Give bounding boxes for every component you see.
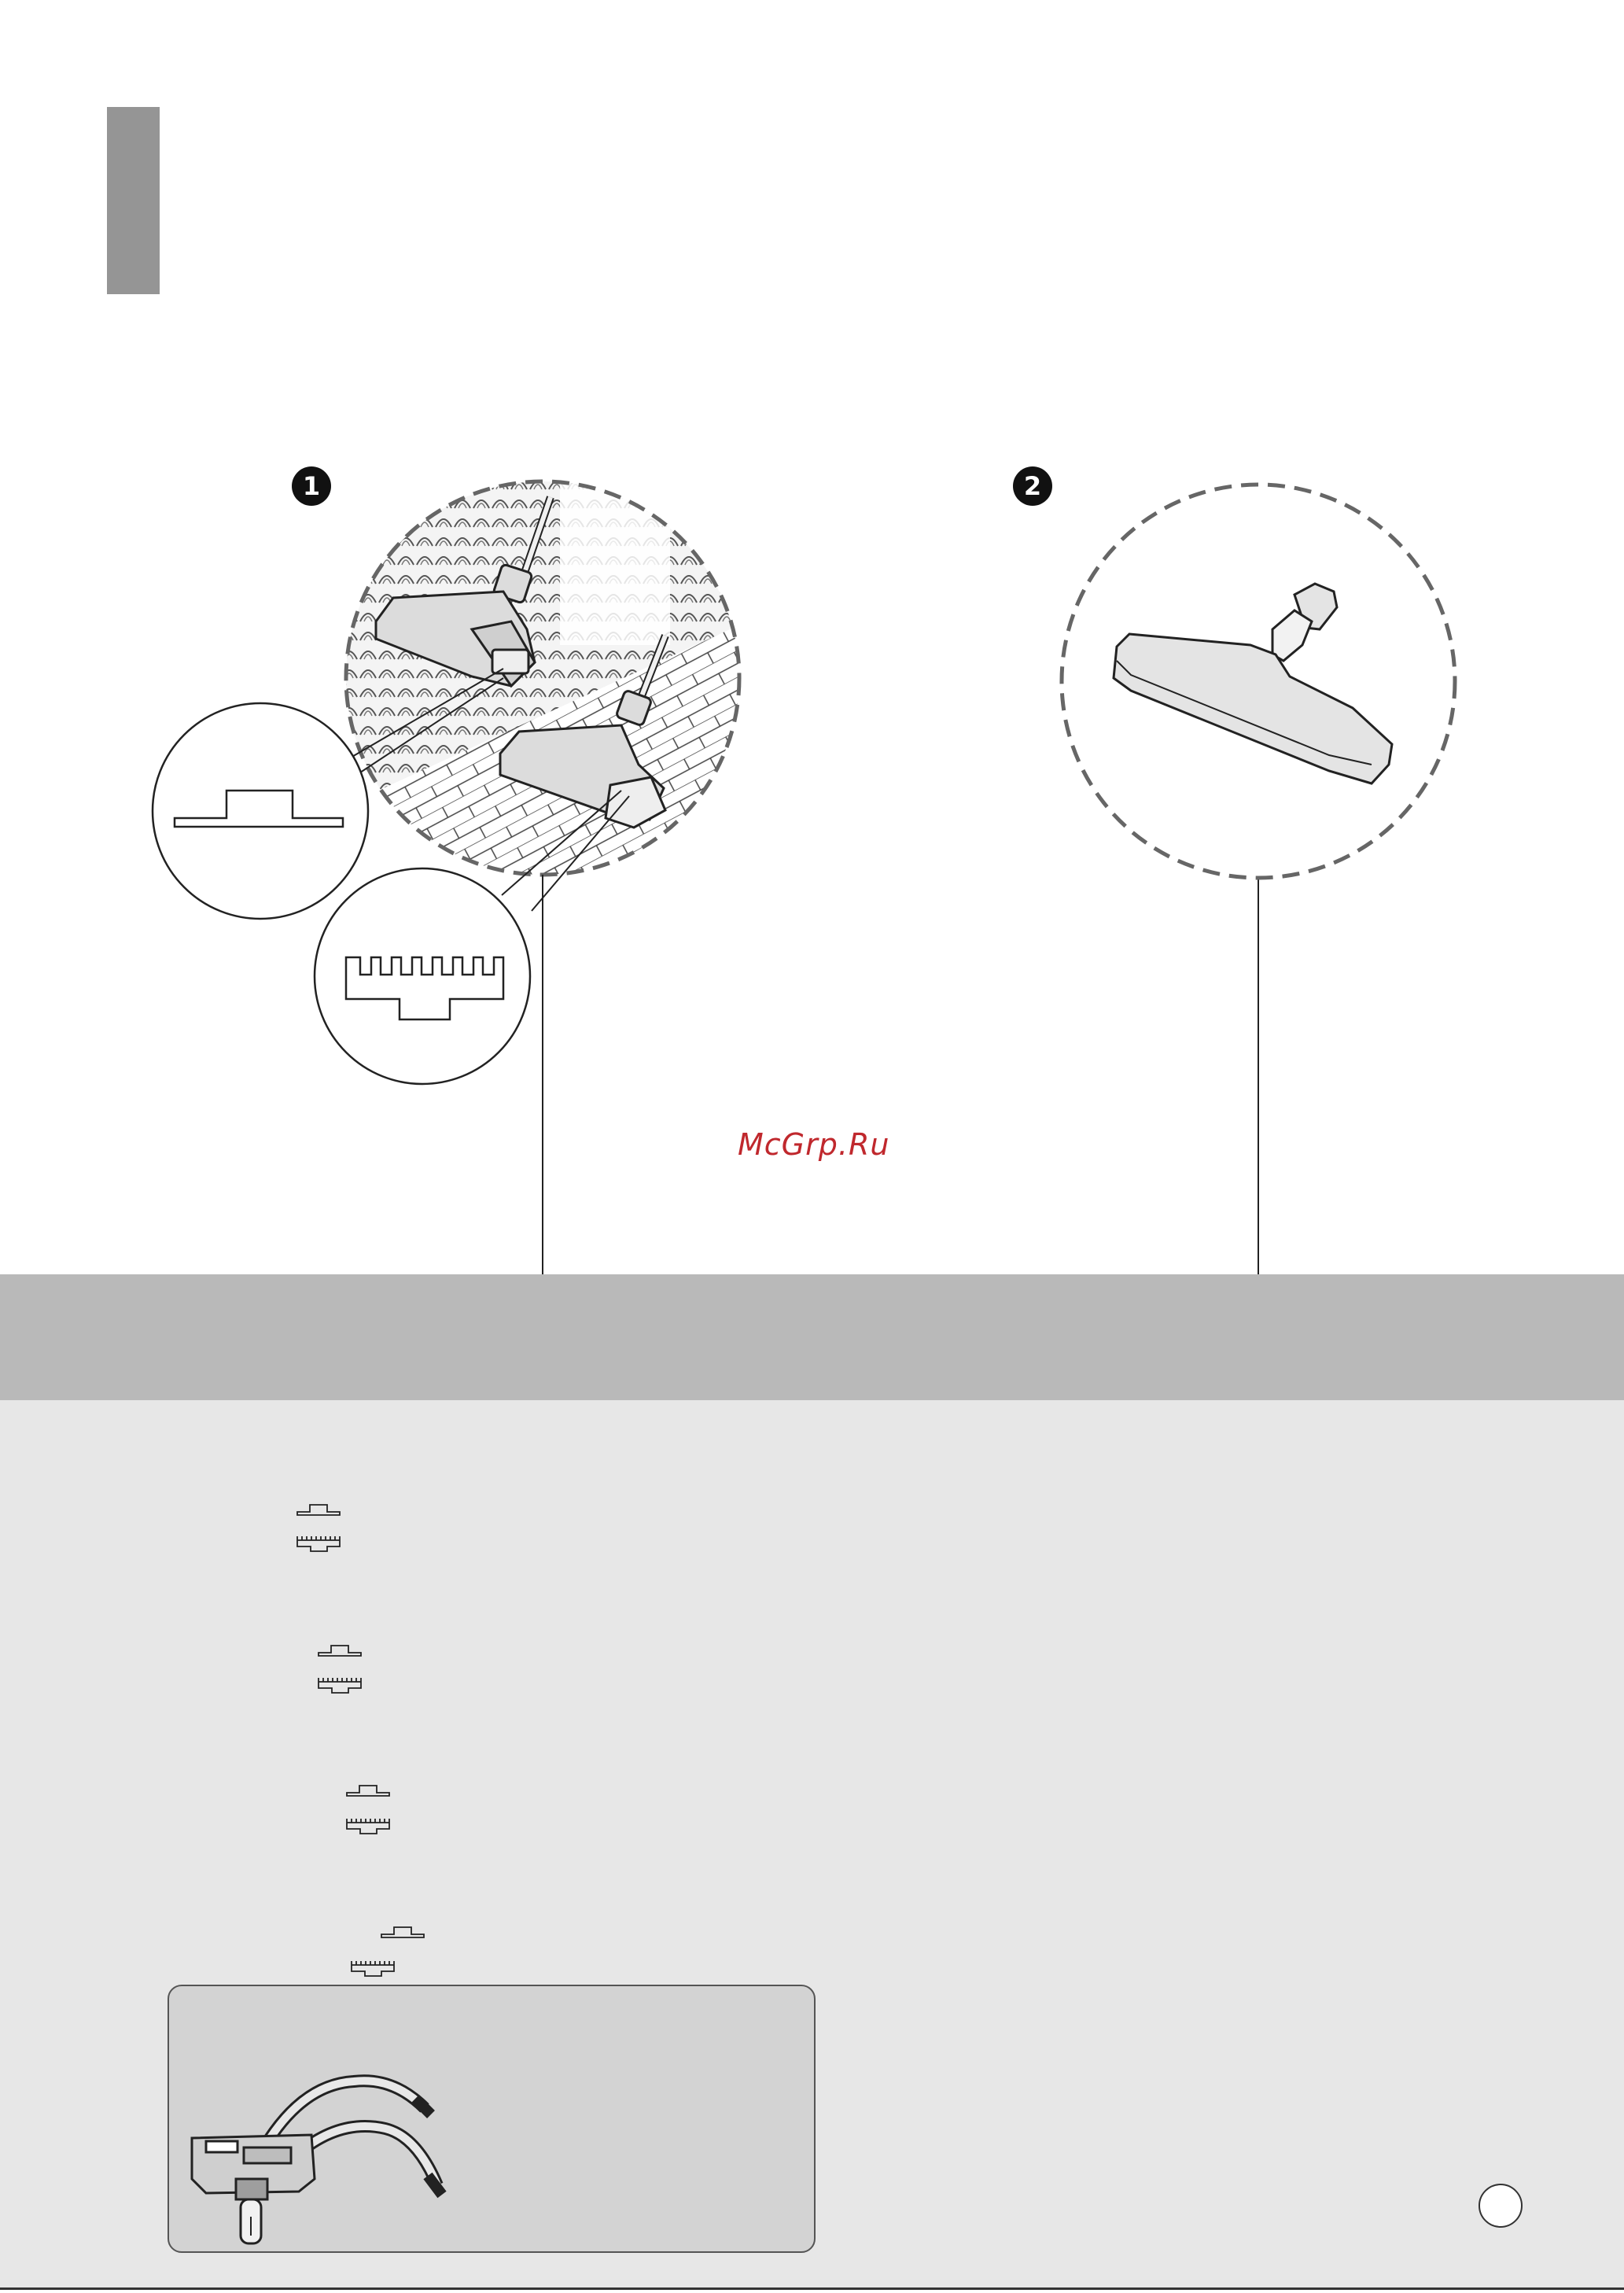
bottom-rule bbox=[0, 2287, 1624, 2290]
page-number bbox=[1479, 2184, 1523, 2228]
watermark: McGrp.Ru bbox=[738, 1127, 890, 1162]
hose-icon bbox=[192, 2081, 442, 2243]
step-2-marker: 2 bbox=[1013, 466, 1052, 506]
step-1-marker: 1 bbox=[292, 466, 331, 506]
